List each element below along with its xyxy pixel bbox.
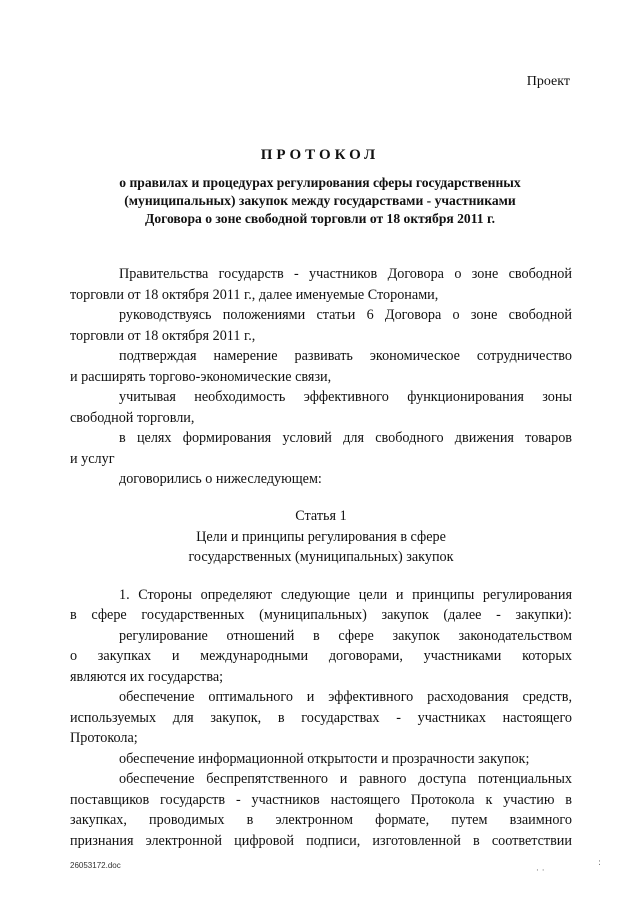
footer-filename: 26053172.doc	[70, 861, 121, 870]
article-number: Статья 1	[295, 508, 347, 524]
body-line: о закупках и международными договорами, участниками которых	[70, 648, 572, 664]
body-line: обеспечение беспрепятственного и равного доступа потенциальных	[119, 771, 572, 787]
preamble-line: торговли от 18 октября 2011 г., далее именуемые Сторонами,	[70, 287, 439, 303]
preamble-line: в целях формирования условий для свободного движения товаров	[119, 430, 572, 446]
draft-label: Проект	[526, 74, 570, 89]
article-heading-line: Цели и принципы регулирования в сфере	[196, 529, 446, 545]
body-line: закупках, проводимых в электронном формате, путем взаимного	[70, 812, 572, 828]
scan-mark: · ·	[536, 866, 545, 876]
subtitle-line: Договора о зоне свободной торговли от 18 октября 2011 г.	[144, 211, 496, 226]
preamble-line: и расширять торгово-экономические связи,	[70, 369, 332, 385]
preamble-line: договорились о нижеследующем:	[119, 471, 322, 487]
body-line: регулирование отношений в сфере закупок законодательством	[119, 628, 572, 644]
body-line: в сфере государственных (муниципальных) закупок (далее - закупки):	[70, 607, 572, 623]
preamble-line: Правительства государств - участников Договора о зоне свободной	[119, 266, 572, 282]
body-line: используемых для закупок, в государствах - участниках настоящего	[70, 710, 572, 726]
preamble-line: учитывая необходимость эффективного функционирования зоны	[119, 389, 572, 405]
preamble-line: торговли от 18 октября 2011 г.,	[70, 328, 256, 344]
body-line: являются их государства;	[70, 669, 224, 685]
document-title: ПРОТОКОЛ	[260, 147, 380, 163]
article-heading-line: государственных (муниципальных) закупок	[188, 549, 454, 565]
subtitle-line: (муниципальных) закупок между государствами - участниками	[124, 193, 516, 208]
preamble-line: свободной торговли,	[70, 410, 195, 426]
preamble-line: руководствуясь положениями статьи 6 Договора о зоне свободной	[119, 307, 572, 323]
preamble-line: подтверждая намерение развивать экономическое сотрудничество	[119, 348, 572, 364]
preamble-line: и услуг	[70, 451, 115, 467]
body-line: признания электронной цифровой подписи, изготовленной в соответствии	[70, 833, 572, 849]
body-line: обеспечение информационной открытости и прозрачности закупок;	[119, 751, 530, 767]
subtitle-line: о правилах и процедурах регулирования сферы государственных	[119, 175, 521, 190]
scan-mark: :	[598, 858, 602, 868]
body-line: 1. Стороны определяют следующие цели и принципы регулирования	[119, 587, 572, 603]
body-line: поставщиков государств - участников настоящего Протокола к участию в	[70, 792, 572, 808]
body-line: обеспечение оптимального и эффективного расходования средств,	[119, 689, 572, 705]
body-line: Протокола;	[70, 730, 138, 746]
document-subtitle	[60, 174, 580, 228]
